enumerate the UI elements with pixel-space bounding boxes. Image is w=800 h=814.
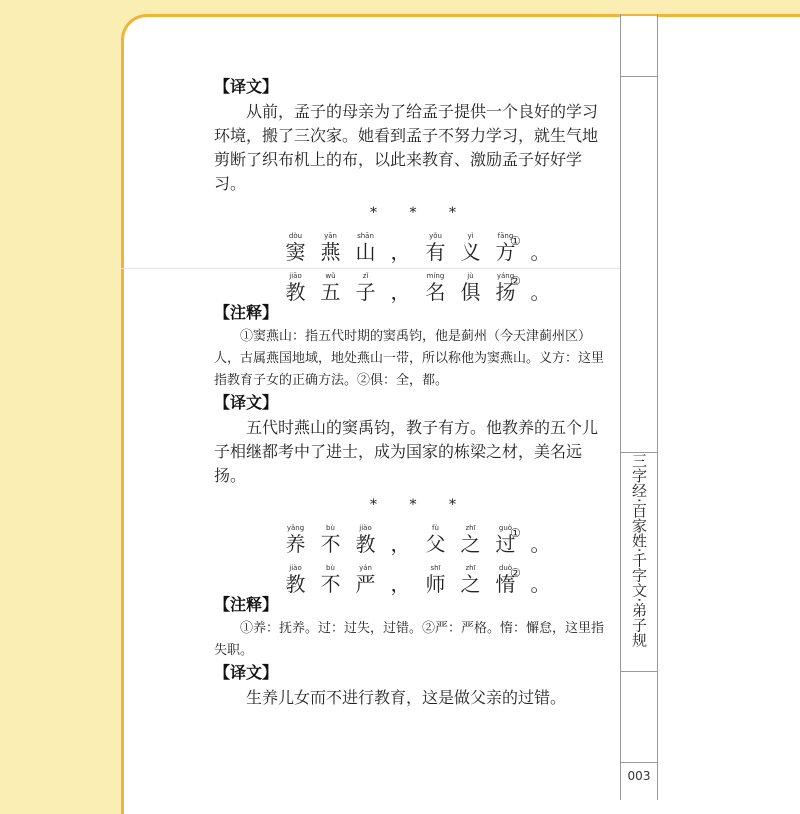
translation-text: 生养儿女而不进行教育，这是做父亲的过错。 xyxy=(246,688,567,707)
pinyin: fù xyxy=(432,524,439,532)
hanzi: 名 xyxy=(425,280,446,304)
hanzi: 养 xyxy=(285,532,306,556)
verse-char xyxy=(313,564,348,596)
hanzi: 。 xyxy=(530,532,551,556)
hanzi: 过 xyxy=(495,532,516,556)
hanzi: 。 xyxy=(530,280,551,304)
hanzi: 燕 xyxy=(320,240,341,264)
notes-label: 【注释】 xyxy=(214,303,279,322)
sidebar xyxy=(620,14,658,800)
verse-char xyxy=(418,272,453,304)
verse-char xyxy=(453,232,488,264)
hanzi: 扬 xyxy=(495,280,516,304)
hanzi: 之 xyxy=(460,532,481,556)
pinyin: yǎng xyxy=(286,524,305,532)
hanzi: 义 xyxy=(460,240,481,264)
pinyin: jiào xyxy=(289,564,302,572)
pinyin: jù xyxy=(467,272,474,280)
hanzi: 俱 xyxy=(460,280,481,304)
hanzi: 教 xyxy=(285,572,306,596)
page-content xyxy=(214,76,612,710)
pinyin: bù xyxy=(326,564,335,572)
pinyin: yán xyxy=(359,564,372,572)
hanzi: ， xyxy=(390,572,411,596)
verse-line xyxy=(214,262,612,302)
verse-char xyxy=(383,564,418,596)
verse-char xyxy=(453,564,488,596)
pinyin: wǔ xyxy=(325,272,336,280)
sidebar-top-band xyxy=(621,14,657,16)
pinyin: guò xyxy=(498,524,513,532)
notes-label: 【注释】 xyxy=(214,595,279,614)
hanzi: 有 xyxy=(425,240,446,264)
verse-char xyxy=(453,524,488,556)
pinyin xyxy=(383,524,418,532)
verse-char xyxy=(348,232,383,264)
footnote-marker: ① xyxy=(510,526,521,540)
pinyin xyxy=(383,272,418,280)
translation-label: 【译文】 xyxy=(214,393,279,412)
verse-char xyxy=(348,564,383,596)
verse-char xyxy=(278,524,313,556)
hanzi: 严 xyxy=(355,572,376,596)
pinyin: yì xyxy=(467,232,474,240)
pinyin xyxy=(523,564,558,572)
pinyin: jiào xyxy=(359,524,372,532)
hanzi: 。 xyxy=(530,572,551,596)
verse-line xyxy=(214,514,612,554)
verse-char xyxy=(523,272,558,304)
pinyin: yān xyxy=(324,232,337,240)
translation-label: 【译文】 xyxy=(214,77,279,96)
footnote-marker: ② xyxy=(510,566,521,580)
verse-char xyxy=(453,272,488,304)
verse-char xyxy=(523,232,558,264)
verse-char xyxy=(348,524,383,556)
pinyin: jiāo xyxy=(289,272,302,280)
verse-line xyxy=(214,554,612,594)
hanzi: 山 xyxy=(355,240,376,264)
verse-char xyxy=(348,272,383,304)
pinyin: dòu xyxy=(288,232,303,240)
verse-char xyxy=(418,232,453,264)
pinyin: yǒu xyxy=(429,232,442,240)
pinyin xyxy=(523,232,558,240)
notes-text: ①窦燕山：指五代时期的窦禹钧，他是蓟州（今天津蓟州区）人，古属燕国地域，地处燕山一带，所以称他为窦燕山。义方：这里指教育子女的正确方法。②俱：全，都。 xyxy=(214,329,605,388)
pinyin xyxy=(523,272,558,280)
hanzi: 教 xyxy=(355,532,376,556)
pinyin: zhī xyxy=(465,564,476,572)
hanzi: 师 xyxy=(425,572,446,596)
pinyin xyxy=(383,232,418,240)
verse-char xyxy=(418,564,453,596)
page-number: 003 xyxy=(621,762,657,783)
sidebar-title-box xyxy=(621,452,657,672)
pinyin: bù xyxy=(326,524,335,532)
verse-char xyxy=(383,232,418,264)
hanzi: ， xyxy=(390,240,411,264)
pinyin: yáng xyxy=(496,272,515,280)
verse-char xyxy=(278,232,313,264)
footnote-marker: ① xyxy=(510,234,521,248)
hanzi: 惰 xyxy=(495,572,516,596)
verse-char xyxy=(523,524,558,556)
hanzi: 父 xyxy=(425,532,446,556)
hanzi: 不 xyxy=(320,572,341,596)
pinyin: shān xyxy=(357,232,374,240)
pinyin: zǐ xyxy=(362,272,369,280)
verse-char xyxy=(278,564,313,596)
pinyin xyxy=(523,524,558,532)
hanzi: 教 xyxy=(285,280,306,304)
hanzi: 方 xyxy=(495,240,516,264)
hanzi: 之 xyxy=(460,572,481,596)
verse-char xyxy=(313,524,348,556)
hanzi: ， xyxy=(390,280,411,304)
hanzi: 不 xyxy=(320,532,341,556)
pinyin: zhī xyxy=(465,524,476,532)
hanzi: 窦 xyxy=(285,240,306,264)
translation-text: 从前，孟子的母亲为了给孟子提供一个良好的学习环境，搬了三次家。她看到孟子不努力学习，就生气地剪断了织布机上的布，以此来教育、激励孟子好好学习。 xyxy=(214,102,599,193)
pinyin xyxy=(383,564,418,572)
hanzi: 五 xyxy=(320,280,341,304)
sidebar-divider xyxy=(621,76,657,77)
translation-text: 五代时燕山的窦禹钧，教子有方。他教养的五个儿子相继都考中了进士，成为国家的栋梁之材，美名远扬。 xyxy=(214,418,599,485)
verse-char xyxy=(383,524,418,556)
verse-char xyxy=(313,272,348,304)
section-divider: * * * xyxy=(370,205,470,221)
verse-char xyxy=(278,272,313,304)
hanzi: 子 xyxy=(355,280,376,304)
pinyin: fāng xyxy=(497,232,514,240)
pinyin: míng xyxy=(426,272,445,280)
section-divider: * * * xyxy=(370,497,470,513)
hanzi: 。 xyxy=(530,240,551,264)
pinyin: duò xyxy=(498,564,513,572)
notes-text: ①养：抚养。过：过失，过错。②严：严格。惰：懈怠，这里指失职。 xyxy=(214,621,605,658)
hanzi: ， xyxy=(390,532,411,556)
verse-char xyxy=(313,232,348,264)
verse-char xyxy=(383,272,418,304)
footnote-marker: ② xyxy=(510,274,521,288)
verse-line xyxy=(214,222,612,262)
verse-char xyxy=(523,564,558,596)
book-title: 三字经·百家姓·千字文·弟子规 xyxy=(630,453,648,648)
translation-label: 【译文】 xyxy=(214,663,279,682)
verse-char xyxy=(418,524,453,556)
pinyin: shī xyxy=(430,564,441,572)
